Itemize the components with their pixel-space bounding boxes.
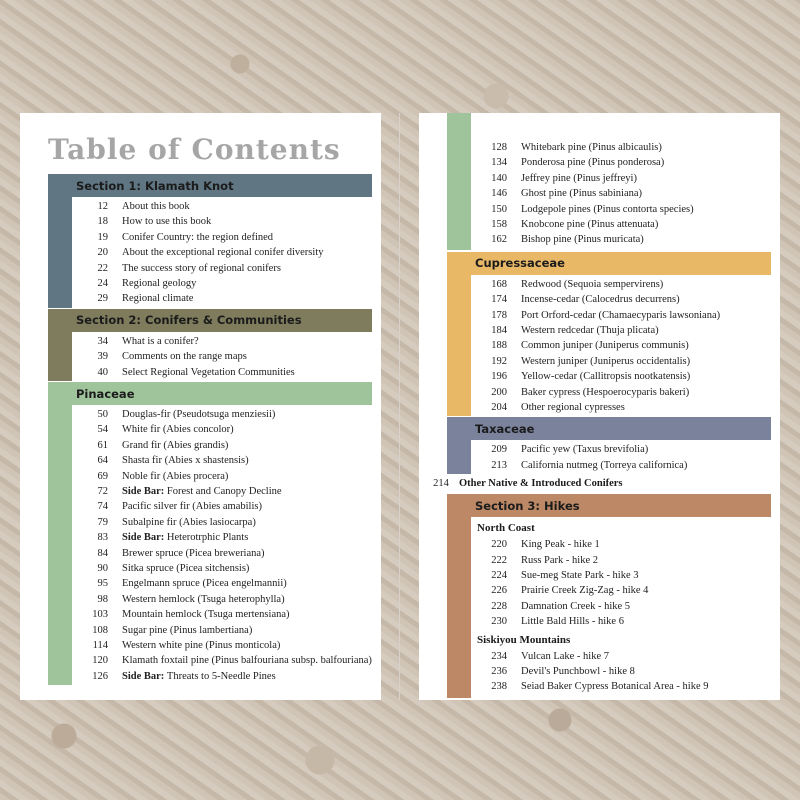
toc-entry	[471, 155, 664, 170]
entry-page-number: 61	[97, 439, 108, 451]
entry-title: Sugar pine (Pinus lambertiana)	[122, 624, 253, 636]
toc-entry	[471, 369, 690, 384]
entry-page-number: 34	[97, 335, 108, 347]
sidebar-label: Side Bar:	[122, 486, 167, 497]
entry-page-number: 95	[97, 578, 108, 590]
toc-entry	[471, 323, 659, 338]
section-color-band	[48, 309, 72, 381]
toc-entry	[72, 561, 249, 576]
section-color-band	[48, 382, 72, 685]
entry-page-number: 238	[491, 681, 507, 693]
toc-entry	[471, 186, 642, 201]
entry-page-number: 103	[92, 609, 108, 621]
entry-page-number: 222	[491, 554, 507, 566]
entry-title: Subalpine fir (Abies lasiocarpa)	[122, 516, 256, 528]
toc-entry	[72, 422, 234, 437]
toc-entry	[72, 334, 199, 349]
section-header	[447, 417, 771, 440]
entry-page-number: 54	[97, 424, 108, 436]
section-header	[447, 494, 771, 517]
entry-title: Threats to 5-Needle Pines	[166, 670, 276, 682]
toc-entry	[471, 400, 625, 415]
toc-entry	[72, 245, 323, 260]
toc-entry	[471, 140, 662, 155]
entry-title: Incense-cedar (Calocedrus decurrens)	[521, 294, 680, 306]
entry-title: Yellow-cedar (Callitropsis nootkatensis)	[521, 371, 691, 383]
entry-title: The success story of regional conifers	[122, 262, 281, 274]
toc-entry	[72, 453, 249, 468]
entry-title: Forest and Canopy Decline	[166, 486, 282, 497]
entry-page-number: 12	[97, 201, 108, 212]
entry-title: Mountain hemlock (Tsuga mertensiana)	[122, 609, 290, 621]
entry-page-number: 24	[97, 278, 108, 289]
sidebar-label: Side Bar:	[122, 670, 167, 682]
entry-page-number: 79	[97, 516, 108, 528]
section-title: Cupressaceae	[475, 256, 565, 271]
entry-title: Western juniper (Juniperus occidentalis)	[521, 355, 691, 367]
entry-title: What is a conifer?	[122, 335, 199, 347]
entry-title: Douglas-fir (Pseudotsuga menziesii)	[122, 409, 276, 420]
entry-title: Noble fir (Abies procera)	[122, 470, 229, 482]
entry-page-number: 114	[92, 640, 108, 651]
entry-page-number: 228	[491, 600, 507, 612]
toc-entry	[72, 499, 262, 514]
entry-page-number: 226	[491, 585, 507, 597]
entry-title: Other Native & Introduced Conifers	[459, 477, 623, 489]
entry-page-number: 230	[491, 616, 507, 628]
entry-page-number: 20	[97, 247, 108, 259]
entry-page-number: 29	[97, 293, 108, 305]
entry-page-number: 192	[491, 355, 507, 367]
entry-page-number: 84	[97, 547, 108, 559]
entry-title: Bishop pine (Pinus muricata)	[521, 234, 644, 246]
entry-page-number: 213	[491, 459, 507, 471]
toc-entry	[471, 277, 663, 292]
entry-title: Redwood (Sequoia sempervirens)	[521, 278, 664, 290]
section-color-band	[447, 417, 471, 474]
section-header	[48, 309, 372, 332]
section-color-band	[447, 252, 471, 417]
toc-entry	[72, 530, 248, 545]
entry-title: About the exceptional regional conifer diversity	[122, 247, 324, 259]
entry-title: Select Regional Vegetation Communities	[122, 366, 295, 378]
entry-page-number: 140	[491, 172, 507, 184]
entry-title: Western white pine (Pinus monticola)	[122, 640, 281, 651]
entry-page-number: 162	[491, 234, 507, 246]
entry-title: Engelmann spruce (Picea engelmannii)	[122, 578, 287, 590]
entry-page-number: 126	[92, 670, 108, 682]
entry-page-number: 69	[97, 470, 108, 482]
toc-entry	[471, 614, 624, 629]
section-title: Section 3: Hikes	[475, 498, 580, 513]
entry-title: Vulcan Lake - hike 7	[521, 650, 609, 662]
entry-title: Sue-meg State Park - hike 3	[521, 570, 639, 581]
entry-title: Common juniper (Juniperus communis)	[521, 340, 689, 352]
entry-page-number: 214	[433, 477, 449, 489]
section-title: Section 1: Klamath Knot	[76, 178, 234, 193]
subsection-title: Siskiyou Mountains	[477, 633, 571, 646]
entry-page-number: 128	[491, 142, 507, 153]
entry-page-number: 196	[491, 371, 507, 383]
entry-title: Jeffrey pine (Pinus jeffreyi)	[521, 172, 637, 184]
section-color-band	[48, 174, 72, 308]
entry-title: Whitebark pine (Pinus albicaulis)	[521, 142, 662, 153]
entry-title: Pacific silver fir (Abies amabilis)	[122, 501, 262, 513]
entry-title: Brewer spruce (Picea breweriana)	[122, 547, 265, 559]
entry-title: Baker cypress (Hespoerocyparis bakeri)	[521, 386, 690, 398]
entry-title: Western redcedar (Thuja plicata)	[521, 325, 659, 336]
entry-title: California nutmeg (Torreya californica)	[521, 459, 688, 471]
toc-entry	[471, 442, 648, 457]
toc-entry	[72, 515, 256, 530]
entry-title: Western hemlock (Tsuga heterophylla)	[122, 593, 285, 605]
entry-page-number: 120	[92, 655, 108, 667]
entry-title: Ponderosa pine (Pinus ponderosa)	[521, 157, 665, 169]
toc-entry	[471, 232, 644, 247]
toc-entry	[72, 592, 285, 607]
section-header	[447, 252, 771, 275]
entry-page-number: 40	[97, 366, 108, 378]
entry-title: Heterotrphic Plants	[166, 532, 249, 544]
toc-entry	[72, 438, 228, 453]
section-title: Section 2: Conifers & Communities	[76, 313, 302, 328]
entry-title: Devil's Punchbowl - hike 8	[521, 666, 635, 677]
toc-entry	[72, 261, 281, 276]
entry-title: Lodgepole pines (Pinus contorta species)	[521, 203, 694, 215]
entry-title: Other regional cypresses	[521, 402, 625, 413]
entry-title: Little Bald Hills - hike 6	[521, 616, 624, 628]
entry-title: Prairie Creek Zig-Zag - hike 4	[521, 585, 649, 597]
toc-entry	[471, 599, 630, 614]
section-title: Taxaceae	[475, 421, 535, 436]
book-spine	[399, 113, 400, 700]
toc-entry	[72, 291, 193, 306]
entry-title: Russ Park - hike 2	[521, 554, 598, 566]
entry-title: Regional geology	[122, 278, 197, 289]
sidebar-label: Side Bar:	[122, 532, 167, 544]
entry-title: King Peak - hike 1	[521, 539, 600, 551]
toc-entry	[72, 276, 196, 291]
toc-entry	[471, 385, 689, 400]
entry-page-number: 209	[491, 444, 507, 456]
entry-page-number: 83	[97, 532, 108, 544]
toc-entry	[471, 583, 648, 598]
section-color-band	[447, 494, 471, 698]
entry-title: Grand fir (Abies grandis)	[122, 439, 229, 451]
entry-page-number: 98	[97, 593, 108, 605]
entry-title: Knobcone pine (Pinus attenuata)	[521, 219, 659, 230]
toc-entry	[471, 308, 720, 323]
toc-entry	[471, 664, 635, 679]
page-title: Table of Contents	[48, 133, 341, 166]
entry-page-number: 178	[491, 309, 507, 321]
toc-entry	[471, 537, 600, 552]
entry-page-number: 220	[491, 539, 507, 551]
subsection-title: North Coast	[477, 522, 535, 535]
entry-page-number: 200	[491, 386, 507, 398]
entry-page-number: 22	[97, 262, 108, 274]
entry-title: Shasta fir (Abies x shastensis)	[122, 455, 249, 467]
toc-entry	[72, 546, 265, 561]
toc-entry	[72, 623, 252, 638]
entry-page-number: 18	[97, 216, 108, 228]
right-page	[419, 113, 780, 700]
toc-entry	[72, 365, 295, 380]
toc-entry	[471, 338, 689, 353]
entry-page-number: 204	[491, 402, 507, 413]
section-color-band	[447, 113, 471, 250]
entry-page-number: 39	[97, 351, 108, 363]
toc-entry	[72, 349, 247, 364]
toc-entry	[72, 576, 287, 591]
entry-title: Seiad Baker Cypress Botanical Area - hike 9	[521, 681, 709, 693]
toc-entry	[72, 469, 228, 484]
entry-page-number: 158	[491, 219, 507, 230]
toc-entry	[471, 217, 658, 232]
entry-title: Regional climate	[122, 293, 194, 305]
section-header	[48, 174, 372, 197]
toc-entry	[471, 649, 609, 664]
toc-entry	[471, 292, 680, 307]
toc-entry	[471, 354, 690, 369]
entry-page-number: 108	[92, 624, 108, 636]
toc-entry	[471, 679, 709, 694]
toc-entry	[471, 568, 639, 583]
toc-entry	[72, 199, 190, 214]
entry-page-number: 64	[97, 455, 108, 467]
entry-page-number: 74	[97, 501, 108, 513]
toc-entry	[471, 553, 598, 568]
entry-page-number: 150	[491, 203, 507, 215]
toc-entry	[72, 653, 372, 668]
entry-title: Conifer Country: the region defined	[122, 231, 274, 243]
toc-entry	[72, 407, 275, 422]
toc-entry	[471, 458, 687, 473]
entry-page-number: 134	[491, 157, 507, 169]
entry-page-number: 236	[491, 666, 507, 677]
entry-title: Comments on the range maps	[122, 351, 247, 363]
toc-entry	[72, 484, 282, 499]
toc-entry	[72, 214, 211, 229]
entry-title: Sitka spruce (Picea sitchensis)	[122, 563, 250, 574]
entry-page-number: 146	[491, 188, 507, 200]
entry-page-number: 72	[97, 486, 108, 497]
toc-entry	[471, 202, 694, 217]
entry-title: White fir (Abies concolor)	[122, 424, 234, 436]
entry-title: How to use this book	[122, 216, 212, 228]
entry-title: Damnation Creek - hike 5	[521, 600, 631, 612]
entry-title: About this book	[122, 201, 190, 212]
entry-page-number: 90	[97, 563, 108, 574]
toc-entry	[72, 230, 273, 245]
entry-title: Ghost pine (Pinus sabiniana)	[521, 188, 643, 200]
entry-page-number: 174	[491, 294, 507, 306]
entry-page-number: 184	[491, 325, 507, 336]
left-page	[20, 113, 381, 700]
entry-page-number: 168	[491, 278, 507, 290]
entry-page-number: 50	[97, 409, 108, 420]
toc-entry	[72, 607, 290, 622]
entry-title: Pacific yew (Taxus brevifolia)	[521, 444, 649, 456]
toc-entry-other-conifers	[423, 475, 623, 491]
section-header	[48, 382, 372, 405]
toc-entry	[471, 171, 637, 186]
entry-title: Port Orford-cedar (Chamaecyparis lawsoniana)	[521, 309, 721, 321]
entry-page-number: 19	[97, 231, 108, 243]
toc-entry	[72, 638, 280, 653]
entry-page-number: 224	[491, 570, 507, 581]
entry-page-number: 234	[491, 650, 507, 662]
entry-page-number: 188	[491, 340, 507, 352]
section-title: Pinaceae	[76, 386, 135, 401]
toc-entry	[72, 669, 276, 684]
entry-title: Klamath foxtail pine (Pinus balfouriana subsp. balfouriana)	[122, 655, 372, 667]
